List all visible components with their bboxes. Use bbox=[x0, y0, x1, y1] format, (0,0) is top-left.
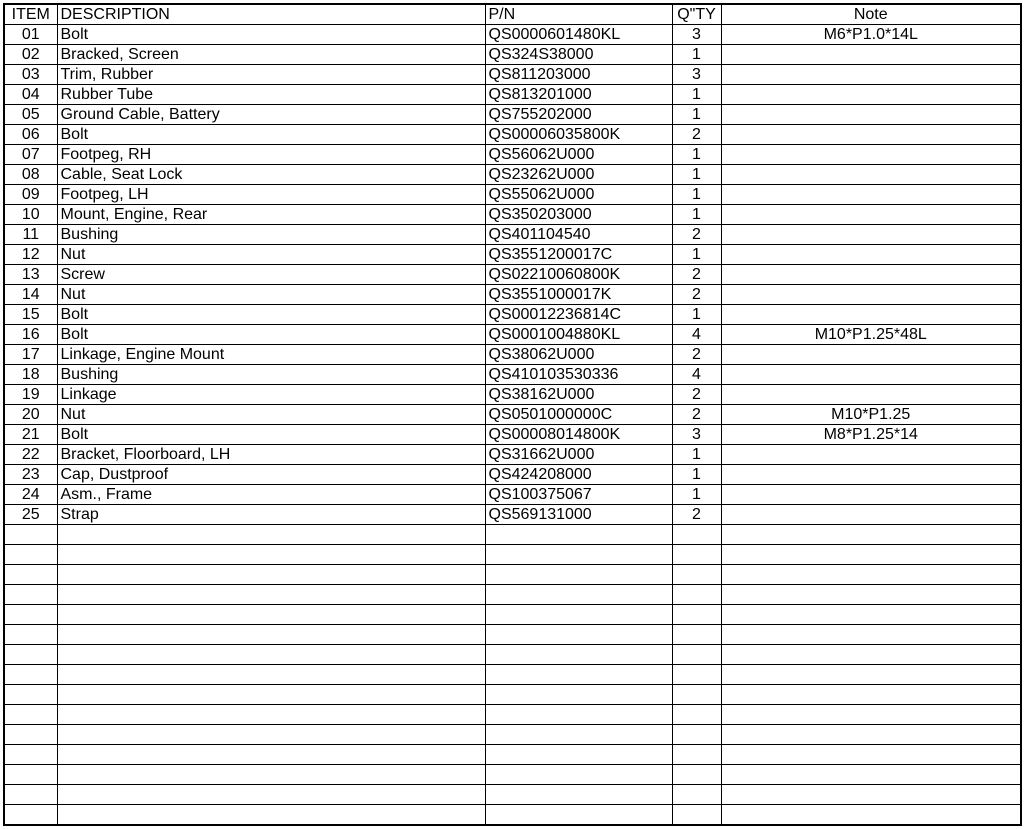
cell-description: Linkage bbox=[57, 385, 485, 405]
cell-part-number bbox=[485, 585, 672, 605]
parts-table bbox=[5, 5, 1020, 825]
table-row bbox=[5, 465, 1020, 485]
cell-note bbox=[721, 65, 1020, 85]
cell-part-number: QS401104540 bbox=[485, 225, 672, 245]
header-row bbox=[5, 5, 1020, 25]
cell-note bbox=[721, 625, 1020, 645]
cell-description bbox=[57, 705, 485, 725]
cell-quantity: 1 bbox=[672, 185, 721, 205]
cell-note bbox=[721, 645, 1020, 665]
cell-item: 07 bbox=[5, 145, 57, 165]
cell-description: Footpeg, RH bbox=[57, 145, 485, 165]
table-row bbox=[5, 325, 1020, 345]
header-part-number: P/N bbox=[485, 5, 672, 25]
cell-note bbox=[721, 265, 1020, 285]
table-row bbox=[5, 285, 1020, 305]
cell-note bbox=[721, 385, 1020, 405]
cell-part-number: QS55062U000 bbox=[485, 185, 672, 205]
cell-part-number: QS813201000 bbox=[485, 85, 672, 105]
cell-item bbox=[5, 645, 57, 665]
cell-item: 03 bbox=[5, 65, 57, 85]
cell-note bbox=[721, 225, 1020, 245]
cell-description bbox=[57, 785, 485, 805]
cell-item: 18 bbox=[5, 365, 57, 385]
cell-note bbox=[721, 305, 1020, 325]
cell-quantity: 1 bbox=[672, 245, 721, 265]
table-row bbox=[5, 745, 1020, 765]
cell-note bbox=[721, 205, 1020, 225]
table-row bbox=[5, 665, 1020, 685]
cell-note bbox=[721, 345, 1020, 365]
cell-item bbox=[5, 605, 57, 625]
cell-part-number: QS100375067 bbox=[485, 485, 672, 505]
cell-description bbox=[57, 805, 485, 825]
cell-part-number: QS02210060800K bbox=[485, 265, 672, 285]
table-row bbox=[5, 45, 1020, 65]
cell-item: 19 bbox=[5, 385, 57, 405]
cell-part-number: QS3551000017K bbox=[485, 285, 672, 305]
cell-description: Bracket, Floorboard, LH bbox=[57, 445, 485, 465]
cell-note bbox=[721, 185, 1020, 205]
cell-part-number: QS38062U000 bbox=[485, 345, 672, 365]
cell-item: 02 bbox=[5, 45, 57, 65]
cell-description: Bolt bbox=[57, 25, 485, 45]
table-row bbox=[5, 105, 1020, 125]
cell-quantity: 3 bbox=[672, 65, 721, 85]
cell-note bbox=[721, 85, 1020, 105]
cell-quantity: 2 bbox=[672, 265, 721, 285]
cell-part-number: QS56062U000 bbox=[485, 145, 672, 165]
cell-item: 10 bbox=[5, 205, 57, 225]
cell-description: Asm., Frame bbox=[57, 485, 485, 505]
cell-description: Bushing bbox=[57, 365, 485, 385]
cell-description: Ground Cable, Battery bbox=[57, 105, 485, 125]
cell-description bbox=[57, 525, 485, 545]
cell-note bbox=[721, 605, 1020, 625]
table-row bbox=[5, 25, 1020, 45]
cell-item bbox=[5, 565, 57, 585]
cell-item bbox=[5, 545, 57, 565]
cell-part-number: QS23262U000 bbox=[485, 165, 672, 185]
cell-item: 22 bbox=[5, 445, 57, 465]
cell-note: M10*P1.25*48L bbox=[721, 325, 1020, 345]
cell-quantity bbox=[672, 765, 721, 785]
cell-description: Mount, Engine, Rear bbox=[57, 205, 485, 225]
cell-part-number: QS38162U000 bbox=[485, 385, 672, 405]
cell-description: Bolt bbox=[57, 305, 485, 325]
table-row bbox=[5, 525, 1020, 545]
cell-part-number: QS410103530336 bbox=[485, 365, 672, 385]
cell-part-number bbox=[485, 725, 672, 745]
table-row bbox=[5, 425, 1020, 445]
cell-item: 04 bbox=[5, 85, 57, 105]
cell-quantity: 1 bbox=[672, 305, 721, 325]
cell-description: Footpeg, LH bbox=[57, 185, 485, 205]
cell-description: Bushing bbox=[57, 225, 485, 245]
cell-quantity: 4 bbox=[672, 365, 721, 385]
cell-item bbox=[5, 805, 57, 825]
cell-item bbox=[5, 725, 57, 745]
cell-item: 13 bbox=[5, 265, 57, 285]
cell-note: M6*P1.0*14L bbox=[721, 25, 1020, 45]
cell-item bbox=[5, 745, 57, 765]
cell-description bbox=[57, 565, 485, 585]
cell-item bbox=[5, 785, 57, 805]
header-item: ITEM bbox=[5, 5, 57, 25]
cell-quantity: 1 bbox=[672, 485, 721, 505]
cell-description bbox=[57, 725, 485, 745]
cell-quantity bbox=[672, 545, 721, 565]
cell-part-number bbox=[485, 745, 672, 765]
table-row bbox=[5, 245, 1020, 265]
cell-item: 21 bbox=[5, 425, 57, 445]
cell-description bbox=[57, 585, 485, 605]
cell-note bbox=[721, 745, 1020, 765]
cell-part-number: QS0000601480KL bbox=[485, 25, 672, 45]
cell-note bbox=[721, 165, 1020, 185]
cell-description: Trim, Rubber bbox=[57, 65, 485, 85]
cell-part-number: QS3551200017C bbox=[485, 245, 672, 265]
cell-part-number: QS755202000 bbox=[485, 105, 672, 125]
cell-quantity bbox=[672, 565, 721, 585]
cell-description: Screw bbox=[57, 265, 485, 285]
cell-quantity: 2 bbox=[672, 125, 721, 145]
cell-note bbox=[721, 725, 1020, 745]
cell-description: Bolt bbox=[57, 325, 485, 345]
cell-part-number bbox=[485, 605, 672, 625]
cell-item bbox=[5, 585, 57, 605]
cell-note bbox=[721, 525, 1020, 545]
cell-note bbox=[721, 285, 1020, 305]
cell-quantity bbox=[672, 605, 721, 625]
cell-quantity bbox=[672, 625, 721, 645]
cell-part-number bbox=[485, 765, 672, 785]
cell-item bbox=[5, 525, 57, 545]
cell-part-number: QS0001004880KL bbox=[485, 325, 672, 345]
cell-quantity: 1 bbox=[672, 165, 721, 185]
cell-part-number bbox=[485, 685, 672, 705]
cell-quantity bbox=[672, 805, 721, 825]
table-row bbox=[5, 125, 1020, 145]
cell-item: 24 bbox=[5, 485, 57, 505]
table-row bbox=[5, 205, 1020, 225]
header-description: DESCRIPTION bbox=[57, 5, 485, 25]
cell-quantity: 1 bbox=[672, 45, 721, 65]
cell-quantity bbox=[672, 645, 721, 665]
cell-part-number bbox=[485, 525, 672, 545]
cell-quantity: 3 bbox=[672, 25, 721, 45]
cell-note bbox=[721, 45, 1020, 65]
cell-description: Bracked, Screen bbox=[57, 45, 485, 65]
cell-quantity: 2 bbox=[672, 225, 721, 245]
cell-description bbox=[57, 765, 485, 785]
table-row bbox=[5, 85, 1020, 105]
table-row bbox=[5, 625, 1020, 645]
cell-note bbox=[721, 105, 1020, 125]
table-row bbox=[5, 365, 1020, 385]
cell-quantity: 2 bbox=[672, 385, 721, 405]
cell-item: 15 bbox=[5, 305, 57, 325]
cell-quantity: 2 bbox=[672, 505, 721, 525]
cell-note bbox=[721, 365, 1020, 385]
cell-part-number: QS324S38000 bbox=[485, 45, 672, 65]
cell-description bbox=[57, 685, 485, 705]
cell-note bbox=[721, 805, 1020, 825]
table-row bbox=[5, 785, 1020, 805]
cell-item: 14 bbox=[5, 285, 57, 305]
cell-description: Linkage, Engine Mount bbox=[57, 345, 485, 365]
cell-note bbox=[721, 705, 1020, 725]
table-row bbox=[5, 185, 1020, 205]
cell-note: M8*P1.25*14 bbox=[721, 425, 1020, 445]
cell-note bbox=[721, 665, 1020, 685]
cell-quantity: 3 bbox=[672, 425, 721, 445]
cell-note bbox=[721, 125, 1020, 145]
cell-quantity bbox=[672, 585, 721, 605]
cell-item bbox=[5, 625, 57, 645]
table-row bbox=[5, 165, 1020, 185]
cell-description: Nut bbox=[57, 405, 485, 425]
cell-part-number: QS569131000 bbox=[485, 505, 672, 525]
cell-quantity: 4 bbox=[672, 325, 721, 345]
table-row bbox=[5, 685, 1020, 705]
cell-note: M10*P1.25 bbox=[721, 405, 1020, 425]
cell-description: Nut bbox=[57, 285, 485, 305]
cell-quantity: 2 bbox=[672, 285, 721, 305]
table-row bbox=[5, 545, 1020, 565]
cell-item: 09 bbox=[5, 185, 57, 205]
cell-item: 11 bbox=[5, 225, 57, 245]
cell-description: Nut bbox=[57, 245, 485, 265]
table-row bbox=[5, 65, 1020, 85]
cell-note bbox=[721, 565, 1020, 585]
table-row bbox=[5, 505, 1020, 525]
cell-note bbox=[721, 585, 1020, 605]
cell-description bbox=[57, 545, 485, 565]
cell-quantity bbox=[672, 725, 721, 745]
cell-item: 23 bbox=[5, 465, 57, 485]
cell-description: Cap, Dustproof bbox=[57, 465, 485, 485]
cell-part-number bbox=[485, 785, 672, 805]
cell-part-number bbox=[485, 665, 672, 685]
cell-note bbox=[721, 145, 1020, 165]
cell-item: 06 bbox=[5, 125, 57, 145]
cell-quantity: 2 bbox=[672, 345, 721, 365]
header-note: Note bbox=[721, 5, 1020, 25]
cell-item bbox=[5, 765, 57, 785]
table-row bbox=[5, 585, 1020, 605]
cell-quantity: 2 bbox=[672, 405, 721, 425]
table-row bbox=[5, 485, 1020, 505]
cell-part-number bbox=[485, 705, 672, 725]
cell-quantity: 1 bbox=[672, 445, 721, 465]
cell-quantity bbox=[672, 705, 721, 725]
table-row bbox=[5, 765, 1020, 785]
table-row bbox=[5, 645, 1020, 665]
cell-description bbox=[57, 665, 485, 685]
cell-note bbox=[721, 445, 1020, 465]
cell-part-number: QS31662U000 bbox=[485, 445, 672, 465]
cell-note bbox=[721, 465, 1020, 485]
cell-note bbox=[721, 485, 1020, 505]
cell-item bbox=[5, 705, 57, 725]
cell-description bbox=[57, 645, 485, 665]
cell-note bbox=[721, 545, 1020, 565]
cell-item bbox=[5, 685, 57, 705]
cell-description: Bolt bbox=[57, 125, 485, 145]
cell-item: 08 bbox=[5, 165, 57, 185]
cell-item: 16 bbox=[5, 325, 57, 345]
cell-item: 25 bbox=[5, 505, 57, 525]
cell-part-number: QS0501000000C bbox=[485, 405, 672, 425]
cell-quantity: 1 bbox=[672, 205, 721, 225]
cell-description: Rubber Tube bbox=[57, 85, 485, 105]
cell-description: Cable, Seat Lock bbox=[57, 165, 485, 185]
table-row bbox=[5, 305, 1020, 325]
cell-item: 01 bbox=[5, 25, 57, 45]
cell-note bbox=[721, 245, 1020, 265]
cell-quantity: 1 bbox=[672, 465, 721, 485]
cell-quantity bbox=[672, 665, 721, 685]
cell-quantity bbox=[672, 525, 721, 545]
table-row bbox=[5, 725, 1020, 745]
cell-quantity: 1 bbox=[672, 105, 721, 125]
cell-part-number: QS00008014800K bbox=[485, 425, 672, 445]
cell-quantity bbox=[672, 785, 721, 805]
cell-quantity: 1 bbox=[672, 85, 721, 105]
cell-quantity bbox=[672, 685, 721, 705]
cell-quantity: 1 bbox=[672, 145, 721, 165]
cell-part-number bbox=[485, 565, 672, 585]
cell-note bbox=[721, 785, 1020, 805]
cell-part-number bbox=[485, 645, 672, 665]
cell-note bbox=[721, 685, 1020, 705]
parts-list-sheet bbox=[3, 3, 1022, 826]
table-row bbox=[5, 605, 1020, 625]
cell-part-number: QS424208000 bbox=[485, 465, 672, 485]
cell-part-number bbox=[485, 805, 672, 825]
header-quantity: Q"TY bbox=[672, 5, 721, 25]
table-row bbox=[5, 565, 1020, 585]
cell-part-number bbox=[485, 545, 672, 565]
table-row bbox=[5, 805, 1020, 825]
cell-part-number: QS350203000 bbox=[485, 205, 672, 225]
cell-part-number: QS00012236814C bbox=[485, 305, 672, 325]
cell-note bbox=[721, 765, 1020, 785]
cell-quantity bbox=[672, 745, 721, 765]
table-row bbox=[5, 145, 1020, 165]
cell-description bbox=[57, 745, 485, 765]
cell-description: Strap bbox=[57, 505, 485, 525]
cell-note bbox=[721, 505, 1020, 525]
cell-item: 20 bbox=[5, 405, 57, 425]
cell-description bbox=[57, 625, 485, 645]
cell-part-number: QS811203000 bbox=[485, 65, 672, 85]
cell-part-number bbox=[485, 625, 672, 645]
cell-description bbox=[57, 605, 485, 625]
cell-part-number: QS00006035800K bbox=[485, 125, 672, 145]
table-row bbox=[5, 225, 1020, 245]
table-row bbox=[5, 405, 1020, 425]
table-row bbox=[5, 345, 1020, 365]
cell-item: 12 bbox=[5, 245, 57, 265]
table-row bbox=[5, 705, 1020, 725]
cell-item: 05 bbox=[5, 105, 57, 125]
cell-description: Bolt bbox=[57, 425, 485, 445]
table-row bbox=[5, 385, 1020, 405]
cell-item bbox=[5, 665, 57, 685]
table-row bbox=[5, 445, 1020, 465]
table-row bbox=[5, 265, 1020, 285]
cell-item: 17 bbox=[5, 345, 57, 365]
